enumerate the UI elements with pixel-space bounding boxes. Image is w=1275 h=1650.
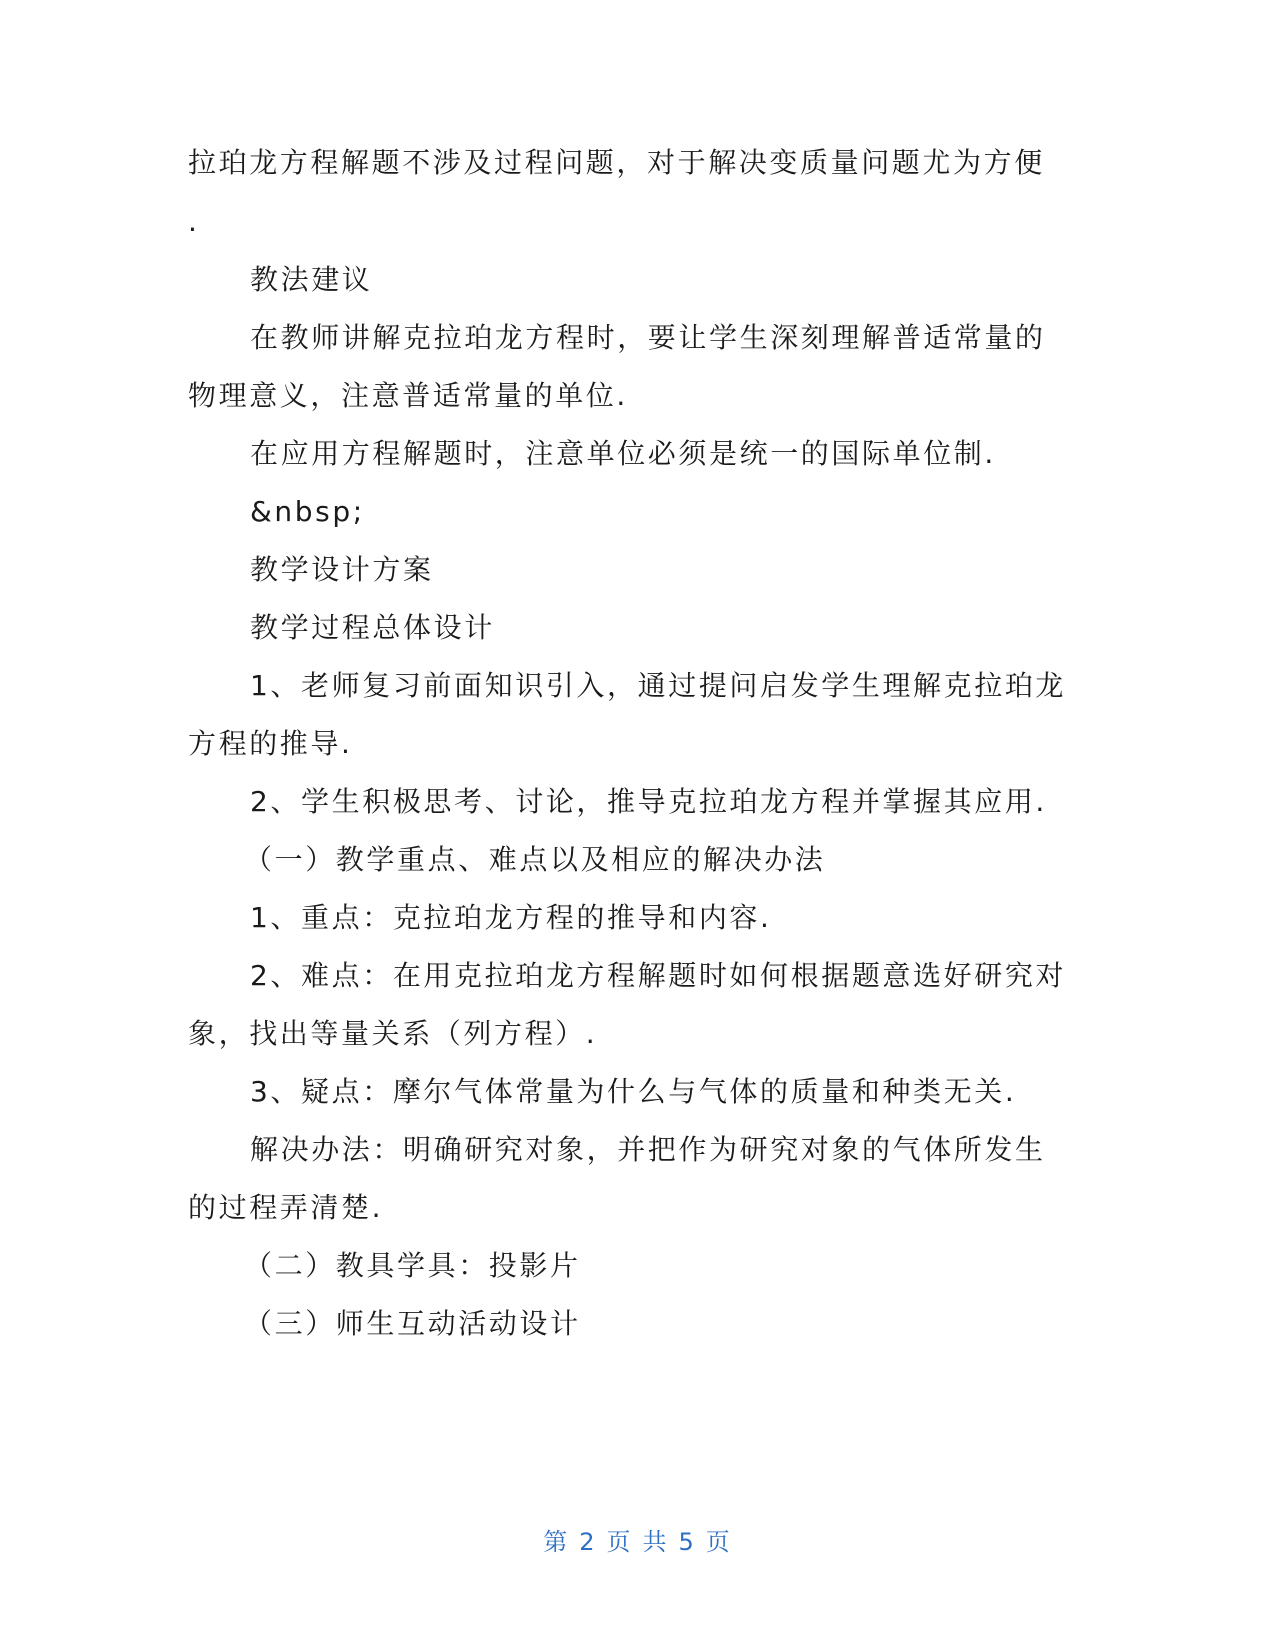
section-heading: 教学设计方案	[250, 553, 434, 586]
section-heading: 教学过程总体设计	[250, 611, 495, 644]
footer-ye: 页	[606, 1528, 633, 1556]
footer-gong: 共	[642, 1528, 669, 1556]
paragraph-line: 解决办法：明确研究对象，并把作为研究对象的气体所发生	[250, 1133, 1046, 1166]
footer-di: 第	[543, 1528, 570, 1556]
sub-heading: （二）教具学具：投影片	[244, 1249, 581, 1282]
paragraph-line: 象，找出等量关系（列方程）.	[188, 1017, 598, 1050]
paragraph-line: 2、难点：在用克拉珀龙方程解题时如何根据题意选好研究对	[250, 959, 1067, 992]
paragraph-line: &nbsp;	[250, 495, 365, 528]
footer-ye2: 页	[705, 1528, 732, 1556]
page-number-footer	[0, 1527, 1275, 1557]
sub-heading: （三）师生互动活动设计	[244, 1307, 581, 1340]
paragraph-line: 在教师讲解克拉珀龙方程时，要让学生深刻理解普适常量的	[250, 321, 1046, 354]
paragraph-line: 在应用方程解题时，注意单位必须是统一的国际单位制.	[250, 437, 996, 470]
section-heading: 教法建议	[250, 263, 373, 296]
paragraph-line: 的过程弄清楚.	[188, 1191, 384, 1224]
paragraph-line: 1、老师复习前面知识引入，通过提问启发学生理解克拉珀龙	[250, 669, 1067, 702]
sub-heading: （一）教学重点、难点以及相应的解决办法	[244, 843, 826, 876]
footer-current-page: 2	[579, 1528, 597, 1556]
footer-total-pages: 5	[678, 1528, 696, 1556]
paragraph-line: 3、疑点：摩尔气体常量为什么与气体的质量和种类无关.	[250, 1075, 1017, 1108]
paragraph-line: 方程的推导.	[188, 727, 353, 760]
paragraph-line: 拉珀龙方程解题不涉及过程问题，对于解决变质量问题尤为方便	[188, 146, 1045, 179]
paragraph-line: .	[188, 205, 200, 238]
paragraph-line: 物理意义，注意普适常量的单位.	[188, 379, 628, 412]
paragraph-line: 2、学生积极思考、讨论，推导克拉珀龙方程并掌握其应用.	[250, 785, 1047, 818]
paragraph-line: 1、重点：克拉珀龙方程的推导和内容.	[250, 901, 772, 934]
